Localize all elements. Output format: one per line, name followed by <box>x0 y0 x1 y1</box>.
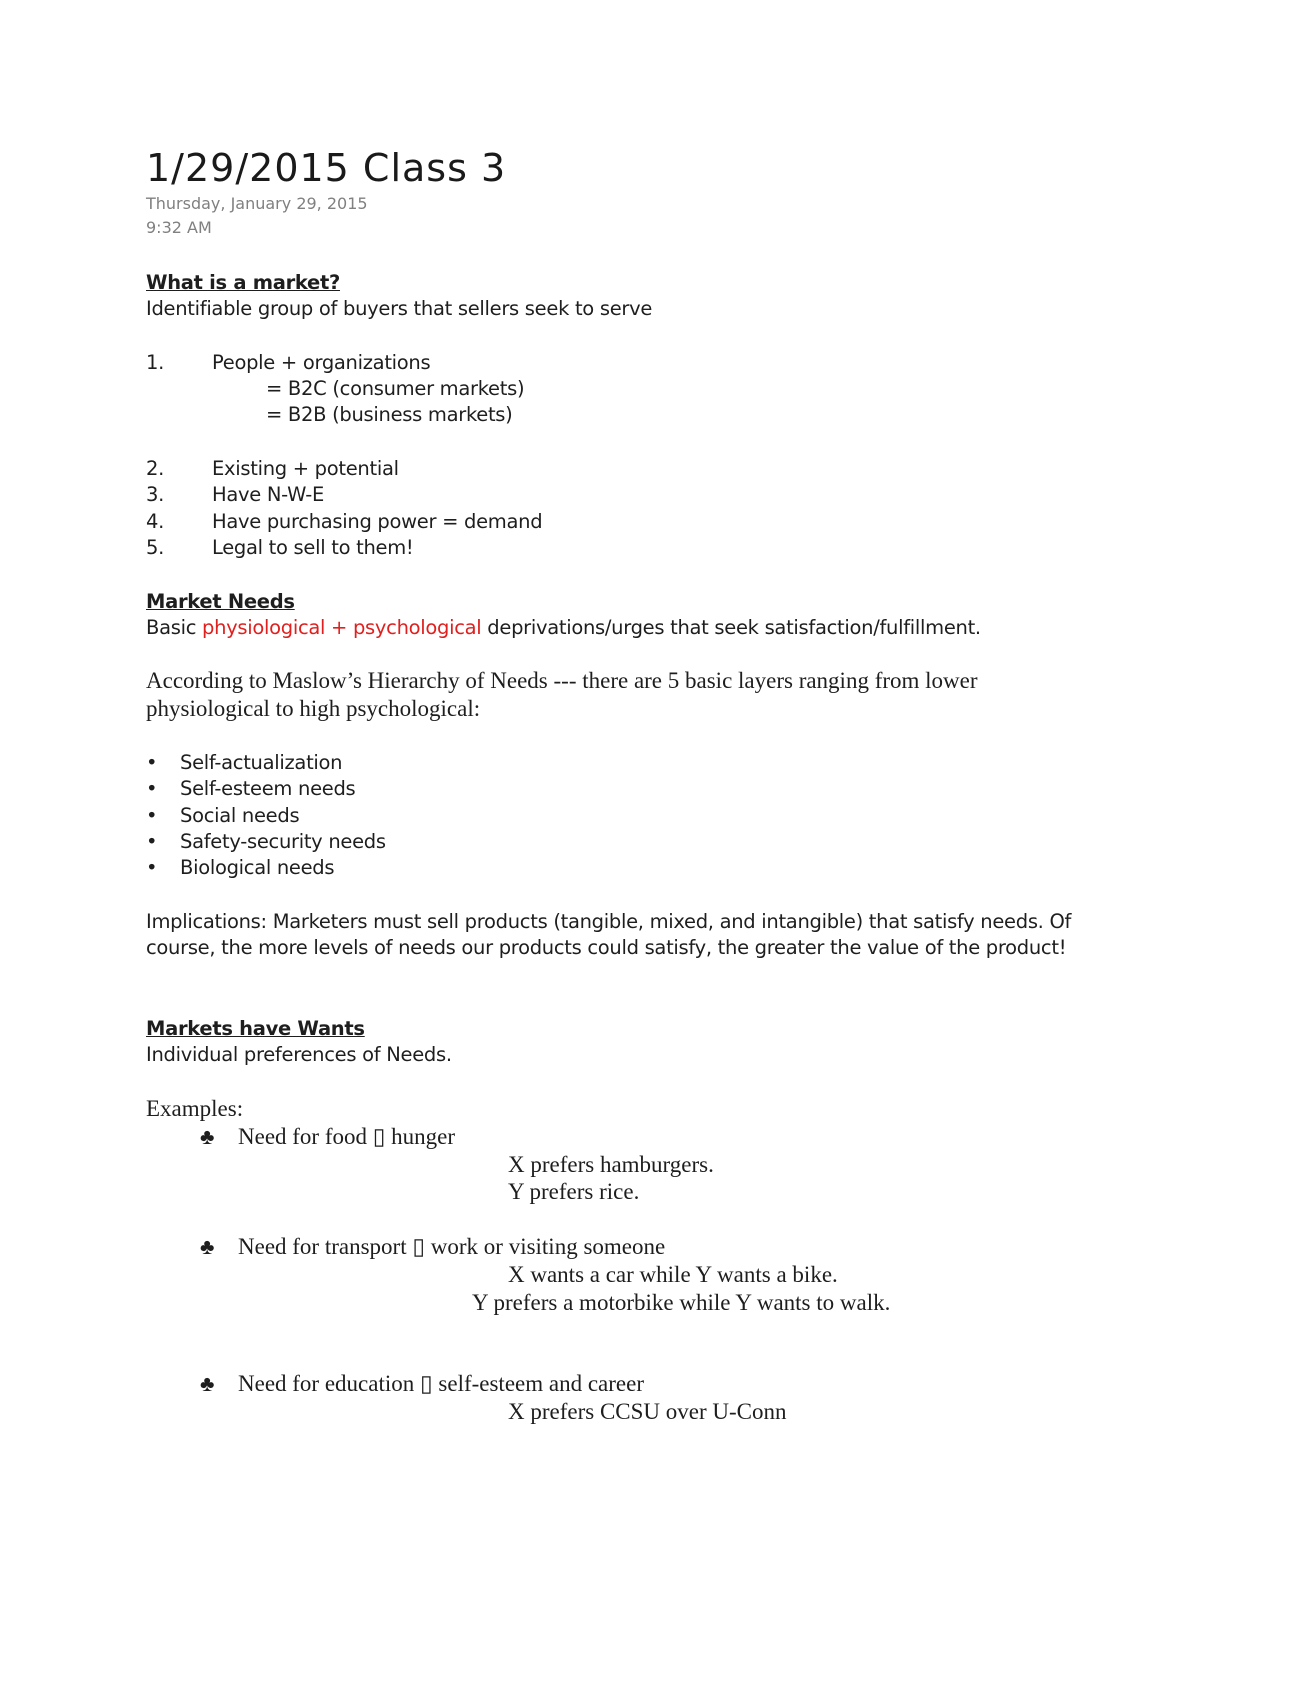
needs-definition <box>146 616 981 639</box>
example-need <box>200 1371 644 1397</box>
list-number: 3. <box>146 483 165 506</box>
examples-label: Examples: <box>146 1096 244 1121</box>
bullet-text: Self-actualization <box>180 751 343 774</box>
example-line: X prefers hamburgers. <box>508 1152 714 1177</box>
note-time: 9:32 AM <box>146 218 212 237</box>
bullet-text: Biological needs <box>180 856 335 879</box>
example-need-text: Need for food ▯ hunger <box>238 1124 456 1149</box>
wants-heading: Markets have Wants <box>146 1017 365 1040</box>
list-text: Have N-W-E <box>212 483 325 506</box>
bullet-icon: • <box>146 804 158 827</box>
list-number: 2. <box>146 457 165 480</box>
list-item <box>146 536 413 559</box>
needs-def-suffix: deprivations/urges that seek satisfaction/fulfillment. <box>481 616 981 639</box>
list-number: 5. <box>146 536 165 559</box>
maslow-paragraph-line: According to Maslow’s Hierarchy of Needs --- there are 5 basic layers ranging from lower <box>146 668 978 693</box>
club-icon: ♣ <box>200 1234 215 1259</box>
bullet-icon: • <box>146 830 158 853</box>
wants-definition: Individual preferences of Needs. <box>146 1043 452 1066</box>
club-icon: ♣ <box>200 1371 215 1396</box>
note-date: Thursday, January 29, 2015 <box>146 194 368 213</box>
example-need <box>200 1234 665 1260</box>
example-need-text: Need for transport ▯ work or visiting someone <box>238 1234 666 1259</box>
market-heading: What is a market? <box>146 271 340 294</box>
list-item <box>146 510 542 533</box>
bullet-item <box>146 804 299 827</box>
list-number: 1. <box>146 351 165 374</box>
needs-heading: Market Needs <box>146 590 295 613</box>
needs-def-prefix: Basic <box>146 616 203 639</box>
club-icon: ♣ <box>200 1124 215 1149</box>
list-item <box>146 483 324 506</box>
example-line: X wants a car while Y wants a bike. <box>508 1262 838 1287</box>
list-item <box>146 351 430 374</box>
example-line: Y prefers rice. <box>508 1179 640 1204</box>
bullet-item <box>146 777 355 800</box>
market-definition: Identifiable group of buyers that sellers seek to serve <box>146 297 653 320</box>
sub-item: = B2B (business markets) <box>266 403 513 426</box>
example-need <box>200 1124 455 1150</box>
maslow-paragraph-line: physiological to high psychological: <box>146 696 481 721</box>
bullet-item <box>146 751 342 774</box>
implications-line: course, the more levels of needs our products could satisfy, the greater the value of the product! <box>146 936 1067 959</box>
sub-item: = B2C (consumer markets) <box>266 377 525 400</box>
bullet-icon: • <box>146 777 158 800</box>
list-text: Legal to sell to them! <box>212 536 414 559</box>
bullet-item <box>146 856 334 879</box>
list-text: Existing + potential <box>212 457 399 480</box>
example-line: X prefers CCSU over U-Conn <box>508 1399 787 1424</box>
page-title: 1/29/2015 Class 3 <box>146 146 507 190</box>
needs-def-highlight: physiological + psychological <box>202 616 482 639</box>
bullet-item <box>146 830 386 853</box>
list-text: Have purchasing power = demand <box>212 510 543 533</box>
list-text: People + organizations <box>212 351 431 374</box>
example-line: Y prefers a motorbike while Y wants to walk. <box>472 1290 891 1315</box>
implications-line: Implications: Marketers must sell products (tangible, mixed, and intangible) that satisfy needs. Of <box>146 910 1072 933</box>
list-item <box>146 457 399 480</box>
bullet-text: Self-esteem needs <box>180 777 356 800</box>
example-need-text: Need for education ▯ self-esteem and career <box>238 1371 644 1396</box>
bullet-text: Social needs <box>180 804 300 827</box>
bullet-icon: • <box>146 856 158 879</box>
list-number: 4. <box>146 510 165 533</box>
bullet-icon: • <box>146 751 158 774</box>
bullet-text: Safety-security needs <box>180 830 386 853</box>
